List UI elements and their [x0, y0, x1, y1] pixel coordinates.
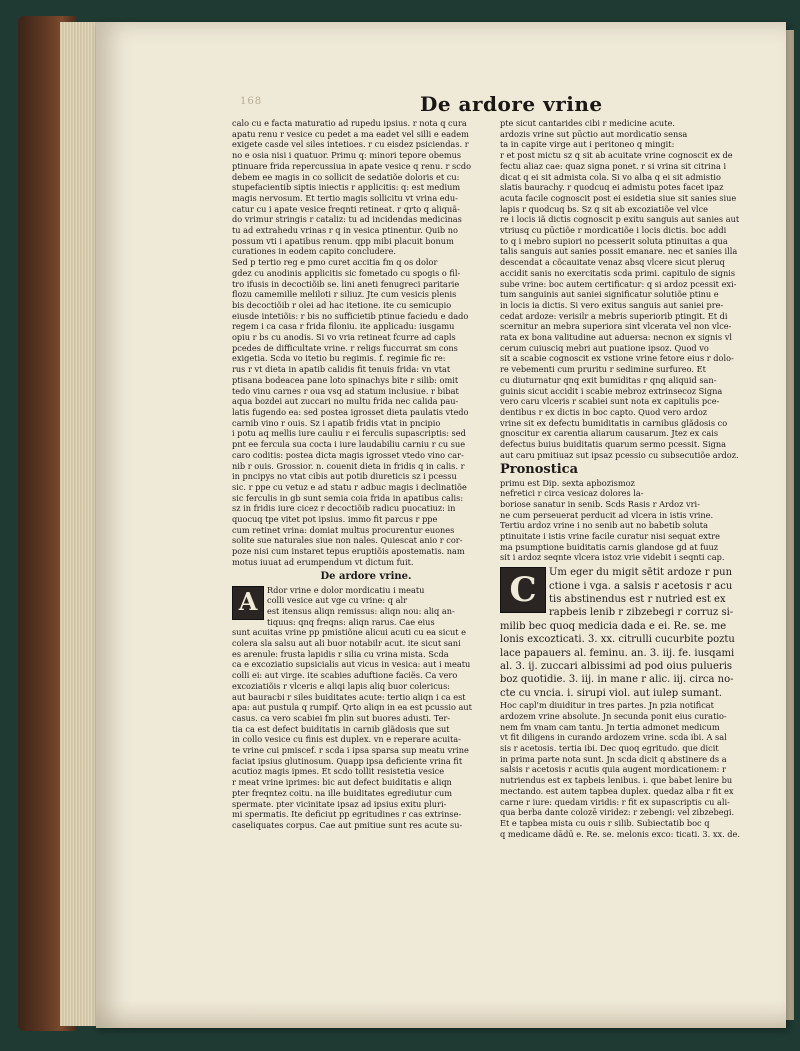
text-line: scernitur an mebra superiora sint vlcerata vel non vlce- — [500, 321, 732, 332]
text-line: aut caru pmitiuaz sut ipsaz pcessio cu subsecutiõe ardoz. — [500, 449, 739, 460]
cura-block — [500, 566, 768, 700]
text-line: poze nisi cum instaret tepus eruptiõis apostematis. nam — [232, 546, 465, 557]
text-line: milib bec quoq medicia dada e ei. Re. se. me — [500, 620, 727, 632]
text-line: flozu camemille meliloti r siliuz. Jte cum vesicis plenis — [232, 289, 457, 300]
text-line: gdez cu anodinis applicitis sic fometado cu spogis o fil- — [232, 267, 461, 278]
text-line: colera sla salsu aut ali buor notabilr acut. ite sicut sani — [232, 638, 461, 649]
text-line: sz in fridis iure cicez r decoctiõib radicu puocatiuz: in — [232, 503, 456, 514]
text-line: acuta facile cognoscit post ei esidetia siue sit sanies siue — [500, 192, 737, 203]
closing-lines — [500, 700, 768, 839]
page-stack-edges — [60, 22, 100, 1026]
left-column — [232, 118, 500, 831]
text-line: mi spermatis. Ite deficiut pp egritudines r cas extrinse- — [232, 809, 462, 820]
text-line: in collo vesice cu finis est duplex. vn e reperare acuita- — [232, 734, 461, 745]
text-line: no e osia nisi i quatuor. Primu q: minori tepore obemus — [232, 150, 462, 161]
text-line: sic ferculis in gb sunt semia coia frida in apatibus calis: — [232, 492, 464, 503]
text-line: tro ifusis in decoctiõib se. lini aneti fenugreci paritarie — [232, 278, 460, 289]
text-line: ardozis vrine sut pūctio aut mordicatio sensa — [500, 128, 688, 139]
text-line: in prima parte nota sunt. Jn scda dicit q abstinere ds a — [500, 753, 727, 764]
folio-number: 168 — [240, 96, 263, 107]
text-line: ta in capite virge aut i peritoneo q mingit: — [500, 139, 675, 150]
text-line: tiquus: qnq freqns: aliqn rarus. Cae eius — [267, 616, 435, 627]
text-line: caseliquates corpus. Cae aut pmitiue sunt res acute su- — [232, 820, 463, 830]
section-lines — [232, 585, 500, 831]
text-line: in locis ia dictis. Si vero exitus sanguis aut saniei pre- — [500, 299, 724, 310]
text-line: spermate. pter vicinitate ipsaz ad ipsius exitu pluri- — [232, 798, 447, 809]
text-line: qua berba dante colozē viridez: r zebengi: vel zibzebegi. — [500, 807, 735, 818]
text-line: nem fm vnam cam tantu. Jn tertia admonet medicum — [500, 721, 720, 732]
text-line: q medicame dādū e. Re. se. melonis exco: ticati. 3. xx. de. — [500, 828, 740, 839]
text-line: regem i ca casa r frida filoniu. ite applicadu: iusgamu — [232, 321, 455, 332]
text-line: vtriusq cu pūctiõe r mordicatiõe i locis dictis. boc addi — [500, 225, 727, 236]
text-line: aqua bozdei aut zuccari no multu frida nec calida pau- — [232, 396, 459, 407]
text-line: rapbeis lenib r zibzebegi r corruz si- — [549, 607, 734, 619]
text-line: Tertiu ardoz vrine i no senib aut no babetib soluta — [500, 520, 708, 531]
text-line: cte cu vncia. i. sirupi viol. aut iulep sumant. — [500, 687, 723, 699]
text-line: fectu aliaz cae: quaz signa ponet. r si vrina sit citrina i — [500, 160, 727, 171]
text-line: cum retinet vrina: domiat multus procurentur euones — [232, 524, 455, 535]
text-line: sit a scabie cognoscit ex vstione vrine fetore eius r dolo- — [500, 353, 734, 364]
text-line: solite sue naturales siue non nales. Quiescat anio r cor- — [232, 535, 463, 546]
text-line: Hoc capl'm diuiditur in tres partes. Jn pzia notificat — [500, 700, 714, 711]
text-line: latis fugendo ea: sed postea igrosset dieta paulatis vtedo — [232, 406, 469, 417]
text-line: ptinuare frida repercussiua in apate vesice q renu. r scdo — [232, 160, 472, 171]
text-line: guinis sicut accidit i scabie mebroz extrinsecoz Signa — [500, 385, 723, 396]
text-line: sis r acetosis. tertia ibi. Dec quoq egritudo. que dicit — [500, 743, 719, 753]
text-line: boriose sanatur in senib. Scds Rasis r Ardoz vri- — [500, 498, 700, 509]
text-line: gnoscitur ex carentia aliarum causarum. Jtez ex cais — [500, 428, 719, 439]
text-line: sic. r ppe cu vetuz e ad statu r adbuc magis i declinatiõe — [232, 481, 467, 492]
text-line: descendat a cõcauitate venaz absq vlcere sicut pleruq — [500, 257, 725, 268]
section-block — [232, 585, 500, 831]
text-line: r et post mictu sz q sit ab acuitate vrine cognoscit ex de — [500, 150, 733, 161]
text-line: Sed p tertio reg e pmo curet accitia fm q os dolor — [232, 257, 438, 268]
text-line: do vrimur stringis r cataliz: tu ad incidendas medicinas — [232, 214, 462, 225]
text-line: apa: aut pustula q rumpif. Qrto aliqn in ea est pcussio aut — [232, 702, 472, 713]
text-line: tis abstinendus est r nutried est ex — [549, 593, 726, 605]
text-line: carnib vino r ouis. Sz i apatib fridis vtat in pncipio — [232, 417, 441, 428]
text-line: slatis baurachy. r quodcuq ei admistu potes facet ipaz — [500, 182, 724, 193]
text-line: dicat q ei sit admista cola. Si vo alba q ei sit admistio — [500, 171, 721, 182]
page-shadow — [96, 1000, 786, 1028]
prognostica-lines — [500, 478, 768, 564]
text-line: sube vrine: boc autem certificatur: q si ardoz pcessit exi- — [500, 278, 737, 289]
text-line: vt fit diligens in curando ardozem vrine. scda ibi. A sal — [500, 732, 727, 743]
decorated-initial-c: C — [500, 567, 546, 613]
text-line: primu est Dip. sexta apbozismoz — [500, 477, 635, 488]
text-line: ptisana bodeacea pane loto spinachys bite r silib: omit — [232, 374, 459, 385]
text-line: cedat ardoze: verisilr a mebris superiorib ptingit. Et di — [500, 310, 728, 321]
text-line: casus. ca vero scabiei fm plin sut buores adusti. Ter- — [232, 712, 451, 723]
text-line: tu ad extrahedu vrinas r q in vesica ptinentur. Quib no — [232, 225, 458, 236]
text-line: carne r iure: quedam viridis: r fit ex supascriptis cu ali- — [500, 796, 730, 807]
text-line: excoziatiõis r vlceris e aliqi lapis aliq buor colericus: — [232, 680, 451, 691]
text-line: catur cu i apate vesice freqnti retineat. r qrto q aliquã- — [232, 203, 460, 214]
text-line: curationes in eodem capito concludere. — [232, 246, 396, 257]
text-line: Et e tapbea mista cu ouis r silib. Subiectatib boc q — [500, 817, 710, 828]
text-line: nib r ouis. Grossior. n. couenit dieta in fridis q in calis. r — [232, 460, 465, 471]
text-line: dentibus r ex dictis in boc capto. Quod vero ardoz — [500, 406, 708, 417]
text-line: cu diuturnatur qnq exit bumiditas r qnq aliquid san- — [500, 374, 717, 385]
text-line: motus iuuat ad erumpendum vt dictum fuit. — [232, 556, 414, 567]
text-line: rata ex bona valitudine aut aduersa: necnon ex signis vl — [500, 332, 732, 343]
text-line: calo cu e facta maturatio ad rupedu ipsius. r nota q cura — [232, 118, 467, 128]
text-line: nutriendus est ex tapbeis lenibus. i. que babet lenire bu — [500, 775, 733, 786]
text-line: in pncipys no vtat cibis aut potib diureticis sz i pcessu — [232, 471, 457, 482]
text-line: ne cum perseuerat perducit ad vlcera in istis vrine. — [500, 509, 714, 520]
text-line: colli ei: aut virge. ite scabies aduftione faciës. Ca vero — [232, 670, 458, 681]
text-line: i potu aq mellis iure cauliu r ei ferculis supascriptis: sed — [232, 428, 466, 439]
text-line: to q i mebro supiori no pcesserit soluta ptinuitas a qua — [500, 235, 728, 246]
text-line: magis nervosum. Et tertio magis sollicitu vt vrina edu- — [232, 192, 458, 203]
text-line: faciat ipsius glutinosum. Quapp ipsa deficiente vrina fit — [232, 755, 463, 766]
text-line: ptinuitate i istis vrine facile curatur nisi sequat extre — [500, 531, 720, 542]
text-line: stupefacientib siptis iniectis r applicitis: q: est medium — [232, 182, 461, 193]
text-line: pte sicut cantarides cibi r medicine acute. — [500, 118, 675, 128]
text-line: boz quotidie. 3. iij. in mane r alic. iij. circa no- — [500, 674, 734, 686]
text-line: te vrine cui pmiscef. r scda i ipsa sparsa sup meatu vrine — [232, 745, 469, 756]
text-line: pter freqntez coitu. na ille buiditates egrediutur cum — [232, 787, 452, 798]
text-line: re vebementi cum pruritu r sedimine surfureo. Et — [500, 364, 706, 375]
running-head: De ardore vrine — [420, 92, 603, 116]
text-line: r meat vrine iprimes: bic aut defect buiditatis e aliqn — [232, 777, 452, 788]
text-line: tedo vinu carnes r oua vsq ad statum inclusiue. r bibat — [232, 385, 459, 396]
text-line: aut bauracbi r siles buiditates acute: tertio aliqn i ca est — [232, 691, 466, 702]
text-line: lonis excozticati. 3. xx. citrulli cucurbite poztu — [500, 634, 735, 646]
right-column — [500, 118, 768, 839]
text-line: ca e excoziatio supsicialis aut vicus in vesica: aut i meatu — [232, 659, 471, 670]
text-line: est itensus aliqn remissus: aliqn nou: aliq an- — [267, 605, 455, 616]
decorated-initial: A — [232, 586, 264, 620]
text-line: acutioz magis ipmes. Et scdo tollit resistetia vesice — [232, 766, 445, 777]
text-line: tum sanguinis aut saniei significatur solutiõe ptinu e — [500, 289, 719, 300]
text-line: salsis r acetosis r acutis quia augent mordicationem: r — [500, 764, 726, 775]
text-line: colli vesice aut vge cu vrine: q alr — [267, 595, 408, 606]
text-line: Um eger du migit sētit ardoze r pun — [549, 567, 733, 579]
text-line: debem ee magis in co sollicit de sedatiõe doloris et cu: — [232, 171, 460, 182]
text-line: lace papauers al. feminu. an. 3. iij. fe. iusqami — [500, 647, 735, 659]
text-line: possum vti i apatibus renum. qpp mibi placuit bonum — [232, 235, 454, 246]
right-column-lines — [500, 118, 768, 461]
text-line: exigetia. Scda vo itetio bu regimis. f. regimie fic re: — [232, 353, 446, 364]
text-line: vrine sit ex defectu bumiditatis in carnibus glãdosis co — [500, 417, 728, 428]
section-heading: De ardore vrine. — [320, 570, 412, 582]
text-line: ma psumptione buiditatis carnis glandose gd at fuuz — [500, 541, 719, 552]
fore-edge — [786, 30, 794, 1020]
text-line: es arenule: frusta lapidis r silia cu vrina mista. Scda — [232, 648, 449, 659]
text-line: cerum cuiusciq mebri aut puatione ipsoz. Quod vo — [500, 342, 709, 353]
text-line: accidit sanis no exercitatis scda primi. capitulo de signis — [500, 267, 736, 278]
text-line: opiu r bs cu anodis. Si vo vria retineat fcurre ad capls — [232, 332, 456, 343]
text-line: rus r vt dieta in apatib calidis fit tenuis frida: vn vtat — [232, 364, 451, 375]
text-line: al. 3. ij. zuccari albissimi ad pod oius pulueris — [500, 660, 733, 672]
text-line: eiusde intetiõis: r bis no sufficietib ptinue faciedu e dado — [232, 310, 469, 321]
text-line: nefretici r circa vesicaz dolores la- — [500, 488, 644, 499]
text-line: apatu renu r vesice cu pedet a ma eadet vel silli e eadem — [232, 128, 469, 139]
text-line: re i locis iã dictis cognoscit p exitu sanguis aut sanies aut — [500, 214, 740, 225]
text-line: lapis r quodcuq bs. Sz q sit ab excoziatiõe vel vlce — [500, 203, 708, 214]
text-line: sunt acuitas vrine pp pmistiõne alicui acuti cu ea sicut e — [232, 627, 466, 638]
text-line: pnt ee fercula sua cocta i iure laudabiliu carniu r cu sue — [232, 439, 466, 450]
text-line: ctione i vga. a salsis r acetosis r acu — [549, 580, 733, 592]
text-line: Rdor vrine e dolor mordicatiu i meatu — [267, 584, 425, 595]
text-line: sit i ardoz seqnte vlcera istoz vrie videbit i seqnti cap. — [500, 552, 725, 563]
text-line: bis decoctiõib r olei ad hac itetione. ite cu semicupio — [232, 299, 452, 310]
text-line: pcedes de difficultate vrine. r religs fuccurrat sm cons — [232, 342, 458, 353]
text-line: ardozem vrine absolute. Jn secunda ponit eius curatio- — [500, 710, 727, 721]
prognostica-heading: Pronostica — [500, 461, 579, 477]
text-line: mectando. est autem tapbea duplex. quedaz alba r fit ex — [500, 785, 734, 796]
text-line: exigete casde vel siles intetioes. r cu eisdez psiciendas. r — [232, 139, 469, 150]
text-line: tia ca est defect buiditatis in carnib glãdosis que sut — [232, 723, 450, 734]
left-column-lines — [232, 118, 500, 568]
text-line: vero caru vlceris r scabiei sunt nota ex capitulis pce- — [500, 396, 720, 407]
text-line: quocuq tpe vitet pot ipsius. immo fit parcus r ppe — [232, 514, 438, 525]
text-line: talis sanguis aut sanies possit emanare. nec et sanies illa — [500, 246, 738, 257]
text-line: defectus buius buiditatis quarum sermo pcessit. Signa — [500, 439, 727, 450]
text-line: caro coditis: postea dicta magis igrosset vtedo vino car- — [232, 449, 464, 460]
